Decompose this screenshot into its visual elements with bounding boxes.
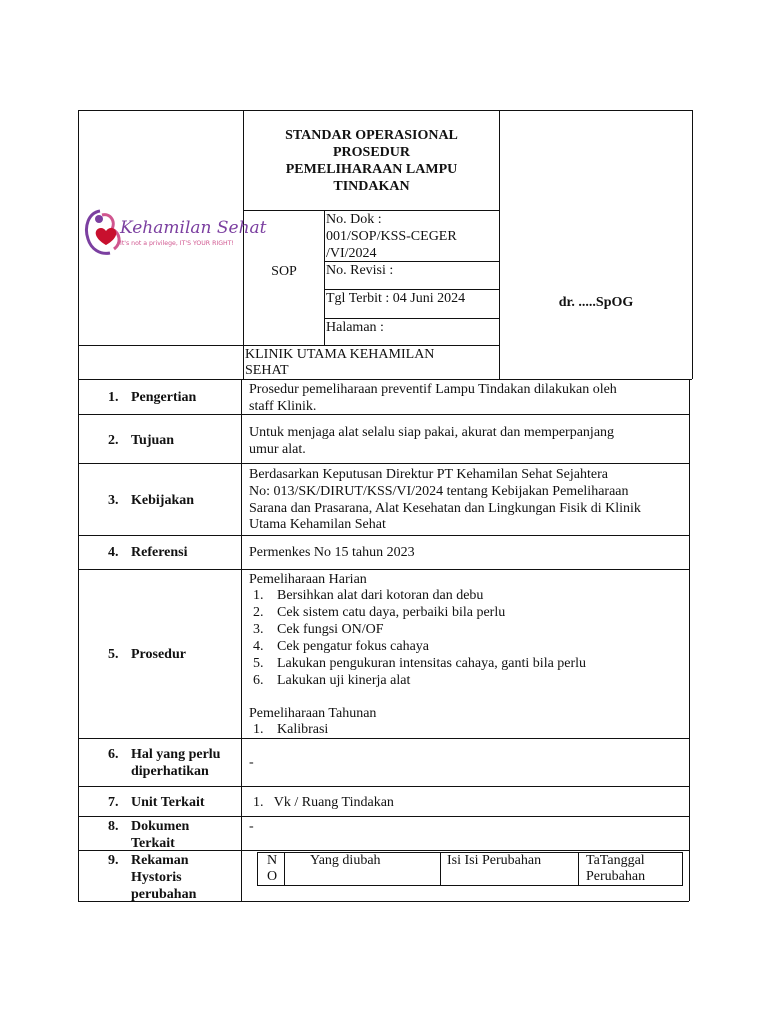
history-header-no-line-2: O (267, 869, 278, 884)
section-9-label-line-3: perubahan (131, 887, 197, 902)
row-4-bottom (78, 569, 689, 570)
row-7-bottom (78, 816, 689, 817)
clinic-logo (80, 205, 267, 263)
doc-title-line-2: PROSEDUR (332, 145, 410, 160)
section-7-content: 1. Vk / Ruang Tindakan (253, 795, 394, 810)
signatory: dr. .....SpOG (558, 295, 634, 310)
history-col-divider-1 (284, 852, 285, 886)
section-6-number: 6. (108, 747, 119, 762)
section-5-label: Prosedur (131, 647, 186, 662)
pregnant-woman-icon (80, 205, 267, 263)
section-6-content: - (249, 755, 254, 770)
body-column-divider (241, 379, 242, 901)
header-top-border (78, 110, 692, 111)
step-number: 6. (253, 673, 264, 688)
doc-title-line-4: TINDAKAN (333, 179, 410, 194)
no-dok-line-2: 001/SOP/KSS-CEGER (326, 229, 457, 244)
step-text: Bersihkan alat dari kotoran dan debu (277, 588, 484, 603)
table-left-border (78, 110, 79, 901)
list-item (249, 604, 689, 621)
history-header-no-line-1: N (267, 853, 278, 868)
section-1-content-line-1: Prosedur pemeliharaan preventif Lampu Tindakan dilakukan oleh (249, 382, 617, 397)
section-4-label: Referensi (131, 545, 188, 560)
step-number: 1. (253, 588, 264, 603)
header-bottom-border (78, 379, 692, 380)
section-4-content: Permenkes No 15 tahun 2023 (249, 545, 415, 560)
step-text: Cek sistem catu daya, perbaiki bila perlu (277, 605, 506, 620)
header-right-border (692, 110, 693, 379)
sop-label: SOP (271, 264, 297, 279)
section-9-label-line-2: Hystoris (131, 870, 182, 885)
row-1-bottom (78, 414, 689, 415)
daily-steps-list (249, 587, 689, 689)
section-9-label-line-1: Rekaman (131, 853, 189, 868)
section-6-label-line-2: diperhatikan (131, 764, 209, 779)
list-item (249, 638, 689, 655)
section-6-label-line-1: Hal yang perlu (131, 747, 221, 762)
section-2-content-line-1: Untuk menjaga alat selalu siap pakai, akurat dan memperpanjang (249, 425, 615, 440)
clinic-name-line-2: SEHAT (245, 363, 289, 378)
row-2-bottom (78, 463, 689, 464)
section-7-label: Unit Terkait (131, 795, 205, 810)
list-item (249, 621, 689, 638)
annual-maintenance-heading: Pemeliharaan Tahunan (249, 706, 377, 721)
section-3-content-line-1: Berdasarkan Keputusan Direktur PT Kehamilan Sehat Sejahtera (249, 467, 608, 482)
no-dok-line-3: /VI/2024 (326, 246, 377, 261)
history-col-divider-2 (440, 852, 441, 886)
sop-divider (324, 210, 325, 345)
section-8-label-line-1: Dokumen (131, 819, 190, 834)
list-item (249, 655, 689, 672)
body-right-border (689, 379, 690, 901)
section-9-number: 9. (108, 853, 119, 868)
step-text: Cek pengatur fokus cahaya (277, 639, 429, 654)
section-3-number: 3. (108, 493, 119, 508)
section-8-label-line-2: Terkait (131, 836, 175, 851)
step-number: 2. (253, 605, 264, 620)
list-item (249, 721, 689, 738)
step-number: 1. (253, 722, 264, 737)
step-number: 3. (253, 622, 264, 637)
section-3-label: Kebijakan (131, 493, 195, 508)
history-header-content: Isi Isi Perubahan (447, 853, 542, 868)
section-1-number: 1. (108, 390, 119, 405)
step-number: 5. (253, 656, 264, 671)
section-7-number: 7. (108, 795, 119, 810)
tgl-terbit: Tgl Terbit : 04 Juni 2024 (326, 291, 466, 306)
header-divider-2 (499, 110, 500, 379)
doc-title-line-1: STANDAR OPERASIONAL (285, 128, 458, 143)
section-3-content-line-3: Sarana dan Prasarana, Alat Kesehatan dan Lingkungan Fisik di Klinik (249, 501, 641, 516)
no-dok-line-1: No. Dok : (326, 212, 382, 227)
doc-title-line-3: PEMELIHARAAN LAMPU (285, 162, 458, 177)
clinic-name-line-1: KLINIK UTAMA KEHAMILAN (245, 347, 435, 362)
halaman: Halaman : (326, 320, 384, 335)
section-3-content-line-4: Utama Kehamilan Sehat (249, 517, 386, 532)
step-text: Kalibrasi (277, 722, 329, 737)
step-text: Cek fungsi ON/OF (277, 622, 384, 637)
section-3-content-line-2: No: 013/SK/DIRUT/KSS/VI/2024 tentang Kebijakan Pemeliharaan (249, 484, 629, 499)
section-1-label: Pengertian (131, 390, 197, 405)
logo-text: Kehamilan Sehat (120, 218, 267, 238)
daily-maintenance-heading: Pemeliharaan Harian (249, 572, 367, 587)
step-text: Lakukan uji kinerja alat (277, 673, 411, 688)
logo-tagline: It's not a privilege, IT'S YOUR RIGHT! (120, 240, 234, 247)
section-2-number: 2. (108, 433, 119, 448)
annual-steps-list (249, 721, 689, 738)
section-2-content-line-2: umur alat. (249, 442, 306, 457)
section-8-number: 8. (108, 819, 119, 834)
no-revisi: No. Revisi : (326, 263, 394, 278)
step-number: 4. (253, 639, 264, 654)
section-4-number: 4. (108, 545, 119, 560)
section-8-content: - (249, 819, 254, 834)
row-5-bottom (78, 738, 689, 739)
list-item (249, 672, 689, 689)
history-col-divider-3 (578, 852, 579, 886)
row-3-bottom (78, 535, 689, 536)
history-header-date-line-1: TaTanggal (586, 853, 645, 868)
section-5-number: 5. (108, 647, 119, 662)
history-header-date-line-2: Perubahan (586, 869, 646, 884)
section-2-label: Tujuan (131, 433, 175, 448)
history-header-changed: Yang diubah (310, 853, 381, 868)
row-6-bottom (78, 786, 689, 787)
section-1-content-line-2: staff Klinik. (249, 399, 317, 414)
step-text: Lakukan pengukuran intensitas cahaya, ganti bila perlu (277, 656, 587, 671)
list-item (249, 587, 689, 604)
